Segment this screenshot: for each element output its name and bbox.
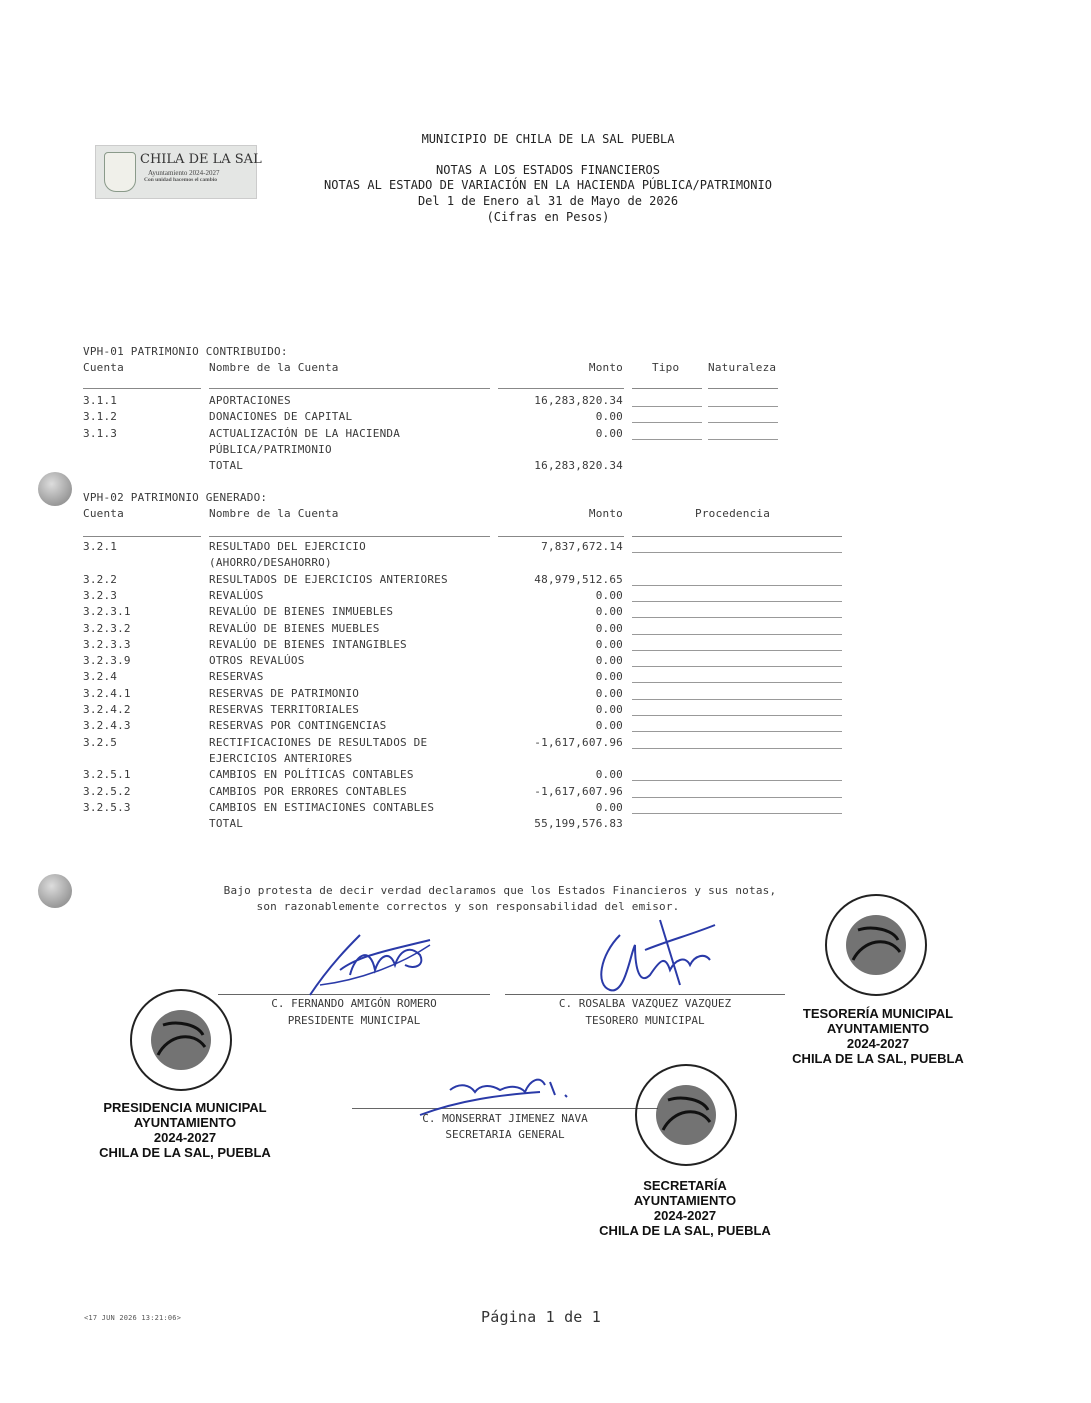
stamp-line: 2024-2027 <box>153 1130 217 1145</box>
total-amount: 16,283,820.34 <box>534 459 623 473</box>
account-code: 3.2.5.2 <box>83 784 131 798</box>
stamp-line: 2024-2027 <box>846 1036 910 1051</box>
mexico-seal-icon <box>818 890 934 1000</box>
account-name: CAMBIOS EN POLÍTICAS CONTABLES <box>209 768 414 782</box>
account-code: 3.2.3.9 <box>83 654 131 668</box>
tesoreria-seal <box>818 890 934 1004</box>
table-row <box>0 605 1091 621</box>
account-amount: 0.00 <box>595 670 623 684</box>
total-row <box>0 817 1091 833</box>
stamp-line: 2024-2027 <box>653 1208 717 1223</box>
account-amount: 0.00 <box>595 800 623 814</box>
stamp-line: CHILA DE LA SAL, PUEBLA <box>99 1145 271 1160</box>
account-name: RESERVAS DE PATRIMONIO <box>209 686 360 700</box>
account-amount: 0.00 <box>595 410 623 424</box>
stamp-line: CHILA DE LA SAL, PUEBLA <box>792 1051 964 1066</box>
account-amount: 0.00 <box>595 621 623 635</box>
account-amount: 0.00 <box>595 637 623 651</box>
table-row <box>0 801 1091 817</box>
table-row-continuation <box>0 443 1091 459</box>
account-code: 3.2.4.2 <box>83 703 131 716</box>
table-row <box>0 785 1091 801</box>
tesoreria-stamp-text <box>783 1006 973 1066</box>
account-name: APORTACIONES <box>209 394 291 407</box>
account-amount: 0.00 <box>595 654 623 668</box>
stamp-line: AYUNTAMIENTO <box>826 1021 930 1036</box>
table-row <box>0 687 1091 703</box>
header-units: (Cifras en Pesos) <box>486 210 610 224</box>
account-name: REVALÚO DE BIENES INMUEBLES <box>209 605 394 619</box>
president-name: C. FERNANDO AMIGÓN ROMERO <box>271 997 437 1010</box>
header-notes: NOTAS A LOS ESTADOS FINANCIEROS <box>436 163 660 177</box>
account-code: 3.2.1 <box>83 540 118 553</box>
col-cuenta: Cuenta <box>83 507 124 520</box>
stamp-line: PRESIDENCIA MUNICIPAL <box>103 1100 267 1115</box>
table-row <box>0 427 1091 443</box>
account-code: 3.1.2 <box>83 410 118 424</box>
account-amount: 0.00 <box>595 686 623 700</box>
table-row <box>0 768 1091 784</box>
col-procedencia: Procedencia <box>695 507 771 520</box>
vph02-header-row <box>0 507 1091 523</box>
table-row <box>0 670 1091 686</box>
account-amount: 48,979,512.65 <box>534 572 623 586</box>
secretary-role: SECRETARIA GENERAL <box>445 1128 565 1141</box>
account-name: DONACIONES DE CAPITAL <box>209 410 353 424</box>
mexico-seal-icon <box>123 985 239 1095</box>
account-name: RESERVAS <box>209 670 264 684</box>
account-name: CAMBIOS POR ERRORES CONTABLES <box>209 784 407 798</box>
mexico-seal-icon <box>628 1060 744 1170</box>
account-name: REVALÚO DE BIENES MUEBLES <box>209 621 380 635</box>
account-code: 3.2.5.3 <box>83 800 131 814</box>
account-name: RESERVAS POR CONTINGENCIAS <box>209 719 387 733</box>
account-name-cont: PÚBLICA/PATRIMONIO <box>209 442 332 456</box>
col-naturaleza: Naturaleza <box>708 361 777 374</box>
presidencia-seal <box>123 985 239 1099</box>
account-code: 3.2.4 <box>83 670 118 684</box>
account-amount: 16,283,820.34 <box>534 394 623 407</box>
col-monto: Monto <box>588 507 623 520</box>
president-signature-icon <box>300 925 440 1005</box>
table-row <box>0 622 1091 638</box>
account-amount: -1,617,607.96 <box>534 784 623 798</box>
col-nombre: Nombre de la Cuenta <box>209 507 339 520</box>
account-name: RESERVAS TERRITORIALES <box>209 703 360 716</box>
stamp-line: CHILA DE LA SAL, PUEBLA <box>599 1223 771 1238</box>
account-amount: 0.00 <box>595 768 623 782</box>
account-amount: 0.00 <box>595 703 623 716</box>
page-number: Página 1 de 1 <box>481 1308 601 1326</box>
table-row <box>0 703 1091 719</box>
total-amount: 55,199,576.83 <box>534 817 623 831</box>
stamp-line: AYUNTAMIENTO <box>133 1115 237 1130</box>
treasurer-role: TESORERO MUNICIPAL <box>585 1014 705 1027</box>
president-role: PRESIDENTE MUNICIPAL <box>287 1014 421 1027</box>
declaration-line1: Bajo protesta de decir verdad declaramos que los Estados Financieros y sus notas, <box>223 884 777 897</box>
treasurer-name: C. ROSALBA VAZQUEZ VAZQUEZ <box>558 997 732 1010</box>
account-amount: 0.00 <box>595 426 623 440</box>
col-nombre: Nombre de la Cuenta <box>209 361 339 374</box>
table-row <box>0 410 1091 426</box>
header-period: Del 1 de Enero al 31 de Mayo de 2026 <box>417 194 679 208</box>
account-amount: 0.00 <box>595 588 623 602</box>
total-label: TOTAL <box>209 459 244 473</box>
account-amount: 0.00 <box>595 719 623 733</box>
account-amount: 0.00 <box>595 605 623 619</box>
account-name-cont: (AHORRO/DESAHORRO) <box>209 556 332 570</box>
account-name-cont: EJERCICIOS ANTERIORES <box>209 751 353 765</box>
account-name: RESULTADOS DE EJERCICIOS ANTERIORES <box>209 572 448 586</box>
col-monto: Monto <box>588 361 623 374</box>
account-amount: 7,837,672.14 <box>541 540 623 553</box>
account-code: 3.2.3 <box>83 588 118 602</box>
account-code: 3.2.4.1 <box>83 686 131 700</box>
table-row <box>0 573 1091 589</box>
vph01-header-row <box>0 361 1091 377</box>
account-code: 3.2.5.1 <box>83 768 131 782</box>
stamp-line: SECRETARÍA <box>643 1178 727 1193</box>
table-row-continuation <box>0 556 1091 572</box>
table-row <box>0 638 1091 654</box>
table-row <box>0 719 1091 735</box>
account-name: REVALÚOS <box>209 588 264 602</box>
total-row <box>0 459 1091 475</box>
vph01-title: VPH-01 PATRIMONIO CONTRIBUIDO: <box>83 345 288 358</box>
account-name: REVALÚO DE BIENES INTANGIBLES <box>209 637 407 651</box>
total-label: TOTAL <box>209 817 244 831</box>
stamp-line: AYUNTAMIENTO <box>633 1193 737 1208</box>
punch-hole-top <box>38 472 72 506</box>
account-name: RESULTADO DEL EJERCICIO <box>209 540 366 553</box>
logo-subtitle: Ayuntamiento 2024-2027 <box>148 169 220 177</box>
account-code: 3.2.4.3 <box>83 719 131 733</box>
account-name: ACTUALIZACIÓN DE LA HACIENDA <box>209 426 401 440</box>
print-timestamp: <17 JUN 2026 13:21:06> <box>84 1314 182 1322</box>
secretaria-stamp-text <box>590 1178 780 1238</box>
account-name: CAMBIOS EN ESTIMACIONES CONTABLES <box>209 800 435 814</box>
table-row-continuation <box>0 752 1091 768</box>
table-row <box>0 394 1091 410</box>
account-code: 3.2.3.2 <box>83 621 131 635</box>
account-code: 3.1.1 <box>83 394 118 407</box>
account-amount: -1,617,607.96 <box>534 735 623 749</box>
table-row <box>0 654 1091 670</box>
table-row <box>0 589 1091 605</box>
logo-tagline: Con unidad hacemos el cambio <box>144 177 218 183</box>
treasurer-signature-icon <box>590 915 720 1000</box>
secretary-name: C. MONSERRAT JIMENEZ NAVA <box>422 1112 588 1125</box>
header-report: NOTAS AL ESTADO DE VARIACIÓN EN LA HACIENDA PÚBLICA/PATRIMONIO <box>324 178 772 192</box>
declaration-line2: son razonablemente correctos y son responsabilidad del emisor. <box>256 900 680 913</box>
table-row <box>0 736 1091 752</box>
account-name: OTROS REVALÚOS <box>209 654 305 668</box>
logo-title: CHILA DE LA SAL <box>140 152 262 167</box>
presidencia-stamp-text <box>90 1100 280 1160</box>
col-cuenta: Cuenta <box>83 361 124 374</box>
account-code: 3.2.5 <box>83 735 118 749</box>
account-code: 3.1.3 <box>83 426 118 440</box>
coat-of-arms-icon <box>104 152 136 192</box>
account-code: 3.2.3.1 <box>83 605 131 619</box>
secretaria-seal <box>628 1060 744 1174</box>
vph02-title: VPH-02 PATRIMONIO GENERADO: <box>83 491 268 504</box>
stamp-line: TESORERÍA MUNICIPAL <box>802 1006 954 1021</box>
header-municipality: MUNICIPIO DE CHILA DE LA SAL PUEBLA <box>421 132 675 146</box>
col-tipo: Tipo <box>652 361 680 374</box>
account-code: 3.2.3.3 <box>83 637 131 651</box>
account-code: 3.2.2 <box>83 572 118 586</box>
account-name: RECTIFICACIONES DE RESULTADOS DE <box>209 735 428 749</box>
table-row <box>0 540 1091 556</box>
